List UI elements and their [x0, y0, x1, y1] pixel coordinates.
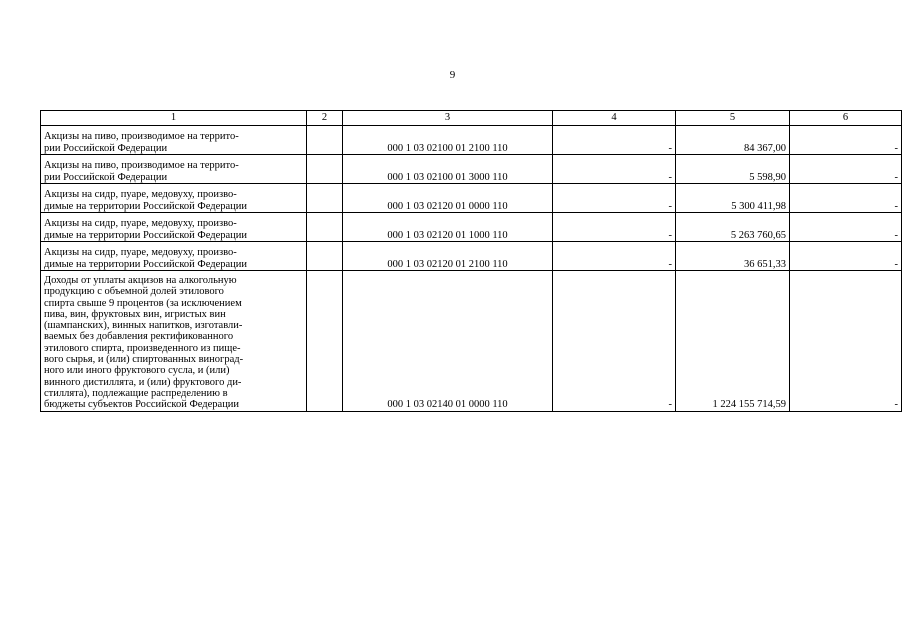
row-description: Акцизы на сидр, пуаре, медовуху, произво- димые на территории Российской Федерации	[41, 242, 307, 271]
table-row	[41, 242, 902, 271]
table-row	[41, 155, 902, 184]
row-col4: -	[553, 184, 676, 213]
column-header-6: 6	[790, 111, 902, 126]
row-amount: 84 367,00	[676, 126, 790, 155]
row-col6: -	[790, 271, 902, 412]
row-col2	[307, 271, 343, 412]
row-col4: -	[553, 126, 676, 155]
column-header-5: 5	[676, 111, 790, 126]
row-budget-code: 000 1 03 02140 01 0000 110	[343, 271, 553, 412]
row-description: Акцизы на сидр, пуаре, медовуху, произво- димые на территории Российской Федерации	[41, 213, 307, 242]
column-header-4: 4	[553, 111, 676, 126]
row-amount: 36 651,33	[676, 242, 790, 271]
row-col4: -	[553, 213, 676, 242]
row-budget-code: 000 1 03 02120 01 1000 110	[343, 213, 553, 242]
column-header-1: 1	[41, 111, 307, 126]
row-description: Акцизы на пиво, производимое на террито- рии Российской Федерации	[41, 155, 307, 184]
row-col4: -	[553, 242, 676, 271]
row-amount: 5 263 760,65	[676, 213, 790, 242]
row-budget-code: 000 1 03 02120 01 2100 110	[343, 242, 553, 271]
table-row	[41, 126, 902, 155]
row-col6: -	[790, 155, 902, 184]
table-row	[41, 213, 902, 242]
row-col6: -	[790, 242, 902, 271]
row-col2	[307, 184, 343, 213]
row-budget-code: 000 1 03 02100 01 2100 110	[343, 126, 553, 155]
page-number: 9	[449, 69, 456, 81]
table-row	[41, 184, 902, 213]
table-row	[41, 271, 902, 412]
row-amount: 5 300 411,98	[676, 184, 790, 213]
row-col4: -	[553, 155, 676, 184]
row-budget-code: 000 1 03 02120 01 0000 110	[343, 184, 553, 213]
row-col2	[307, 126, 343, 155]
row-col6: -	[790, 126, 902, 155]
column-header-3: 3	[343, 111, 553, 126]
column-header-2: 2	[307, 111, 343, 126]
row-description: Доходы от уплаты акцизов на алкогольную продукцию с объемной долей этилового спирта свыше 9 процентов (за исключением пива, вин, фруктовых вин, игристых вин (шампанских), винных напитков, изготавли- ваемых без добавления ректификованного этилового спирта, произведенного из пище- вого сырья, и (или) спиртованных виноград- ного или иного фруктового сусла, и (или) винного дистиллята, и (или) фруктового ди- стиллята), подлежащие распределению в бюджеты субъектов Российской Федерации	[41, 271, 307, 412]
row-description: Акцизы на сидр, пуаре, медовуху, произво- димые на территории Российской Федерации	[41, 184, 307, 213]
row-description: Акцизы на пиво, производимое на террито- рии Российской Федерации	[41, 126, 307, 155]
revenue-table	[40, 110, 902, 412]
header-row	[41, 111, 902, 126]
row-col2	[307, 213, 343, 242]
row-col2	[307, 155, 343, 184]
row-col6: -	[790, 184, 902, 213]
row-budget-code: 000 1 03 02100 01 3000 110	[343, 155, 553, 184]
row-col4: -	[553, 271, 676, 412]
row-amount: 1 224 155 714,59	[676, 271, 790, 412]
row-amount: 5 598,90	[676, 155, 790, 184]
row-col2	[307, 242, 343, 271]
row-col6: -	[790, 213, 902, 242]
